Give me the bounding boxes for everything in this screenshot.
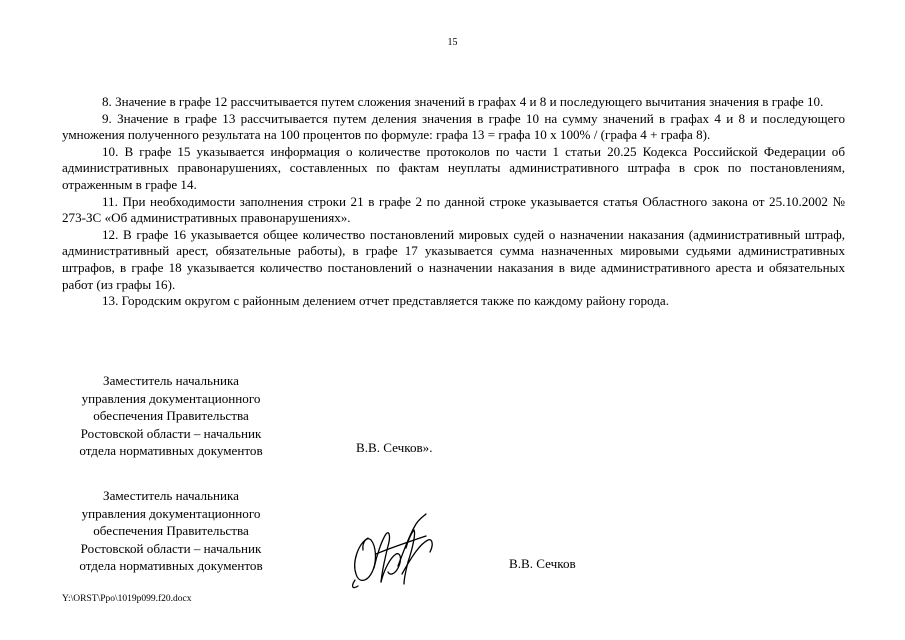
paragraph-11: 11. При необходимости заполнения строки 21 в графе 2 по данной строке указывается статья Областного закона от 25.10.2002 № 273-ЗС «Об административных правонарушениях».	[62, 193, 845, 226]
body-text	[62, 94, 845, 310]
paragraph-10: 10. В графе 15 указывается информация о количестве протоколов по части 1 статьи 20.25 Кодекса Российской Федерации об административных правонарушениях, составленных по фактам неуплаты административного штрафа в срок по постановлениям, отраженным в графе 14.	[62, 143, 845, 192]
paragraph-12: 12. В графе 16 указывается общее количество постановлений мировых судей о назначении наказания (административный штраф, административный арест, обязательные работы), в графе 17 указывается сумма назначенных мировыми судьями административных штрафов, в графе 18 указывается количество постановлений о назначении наказания в виде административного ареста и обязательных работ (из графы 16).	[62, 226, 845, 292]
signatory-title-line: Заместитель начальника	[103, 488, 239, 503]
signatory-title-line: отдела нормативных документов	[79, 558, 263, 573]
signatory-title-line: управления документационного	[81, 390, 261, 406]
paragraph-9: 9. Значение в графе 13 рассчитывается путем деления значения в графе 10 на сумму значений в графах 4 и 8 и последующего умножения полученного результата на 100 процентов по формуле: графа 13 = графа 10 х 100% / (графа 4 + графа 8).	[62, 110, 845, 143]
page-number: 15	[447, 37, 458, 48]
signatory-title-2	[62, 487, 280, 575]
paragraph-13: 13. Городским округом с районным делением отчет представляется также по каждому району города.	[102, 293, 669, 309]
signatory-title-1	[62, 372, 280, 460]
signatory-title-line: Ростовской области – начальник	[80, 425, 262, 441]
signatory-title-line: Ростовской области – начальник	[80, 540, 262, 556]
signatory-name-1: В.В. Сечков».	[356, 440, 433, 455]
signatory-title-line: управления документационного	[81, 505, 261, 521]
file-path: Y:\ORST\Ppo\1019p099.f20.docx	[62, 594, 192, 604]
signatory-title-line: Заместитель начальника	[103, 373, 239, 388]
handwritten-signature	[346, 510, 441, 592]
signatory-title-line: обеспечения Правительства	[93, 408, 249, 423]
signatory-name-2: В.В. Сечков	[509, 556, 576, 571]
signatory-title-line: отдела нормативных документов	[79, 443, 263, 458]
signatory-title-line: обеспечения Правительства	[93, 523, 249, 538]
paragraph-8: 8. Значение в графе 12 рассчитывается путем сложения значений в графах 4 и 8 и последующего вычитания значения в графе 10.	[102, 94, 824, 109]
